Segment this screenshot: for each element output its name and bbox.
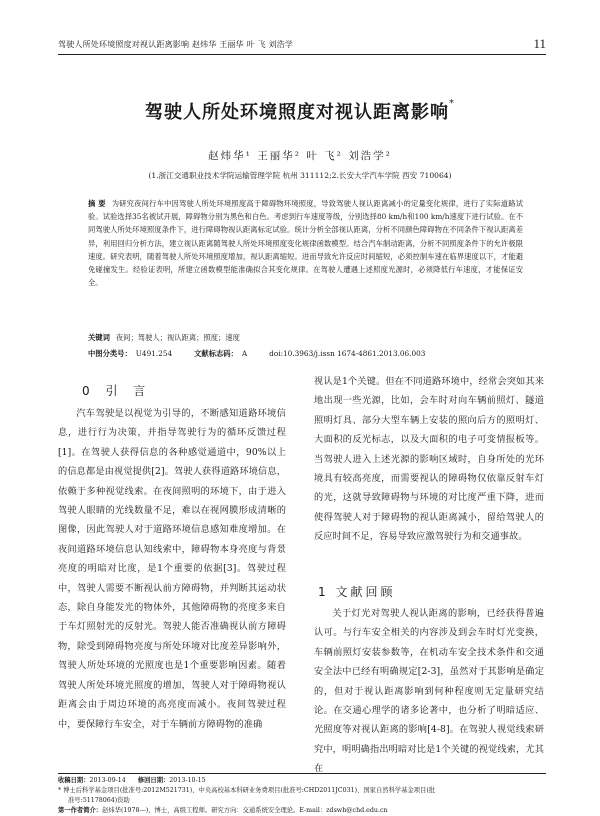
classification-line bbox=[88, 349, 538, 359]
received-label: 收稿日期： bbox=[58, 777, 90, 784]
first-author-label: 第一作者简介： bbox=[58, 807, 103, 814]
section-0-paragraph: 汽车驾驶是以视觉为引导的，不断感知道路环境信息，进行行为决策，并指导驾驶行为的循环反馈过程[1]。在驾驶人获得信息的各种感觉通道中，90%以上的信息都是由视觉提供[2]。驾驶人获得道路环境信息，依赖于多种视觉线索。在夜间照明的环境下，由于进入驾驶人眼睛的光线数量不足，难以在视网膜形成清晰的图像，因此驾驶人对于道路环境信息感知难度增加。在夜间道路环境信息认知线索中，障碍物本身亮度与背景亮度的明暗对比度，是1个重要的依据[3]。驾驶过程中，驾驶人需要不断视认前方障碍物，并判断其运动状态，除自身能发光的物体外，其他障碍物的亮度多来自于车灯照射光的反射光。驾驶人能否准确视认前方障碍物，除受到障碍物亮度与所处环境对比度差异影响外，驾驶人所处环境的光照度也是1个重要影响因素。随着驾驶人所处环境光照度的增加，驾驶人对于障碍物视认距离会由于周边环境的高亮度而减小。夜间驾驶过程中，要保障行车安全，对于车辆前方障碍物的准确 bbox=[58, 408, 286, 730]
abstract-label: 摘 要 bbox=[88, 199, 106, 208]
paper-title-text: 驾驶人所处环境照度对视认距离影响 bbox=[145, 102, 449, 123]
keywords-text: 夜间；驾驶人；视认距离；照度；速度 bbox=[115, 333, 240, 342]
section-1-heading: 1 文献回顾 bbox=[318, 585, 396, 599]
keywords bbox=[88, 333, 523, 343]
author-list: 赵炜华¹ 王丽华² 叶 飞² 刘浩学² bbox=[208, 150, 392, 162]
received-date: 2013-09-14 bbox=[89, 777, 126, 784]
first-author-text: 赵炜华(1978—)，博士，高级工程师。研究方向：交通系统安全理论。E-mail：zdswh@chd.edu.cn bbox=[102, 807, 388, 814]
footnotes bbox=[58, 776, 546, 816]
doc-code-label: 文献标志码： bbox=[194, 349, 238, 358]
page-number: 11 bbox=[533, 36, 546, 51]
title-footnote-mark: * bbox=[449, 98, 455, 109]
running-header bbox=[58, 36, 546, 55]
abstract bbox=[88, 197, 523, 289]
revised-date: 2013-10-15 bbox=[169, 777, 206, 784]
footnote-funding-2: 准号:51178064)资助 bbox=[68, 797, 130, 804]
footnote-dates bbox=[58, 776, 546, 786]
section-0-heading: 0 引 言 bbox=[82, 384, 152, 398]
abstract-text: 为研究夜间行车中因驾驶人所处环境照度高于障碍物环境照度，导致驾驶人视认距离减小的定量变化规律，进行了实际道路试验。试验选择35名被试开展，障碍物分别为黑色和白色。考虑到行车速度等级，分别选择80 km/h和100 km/h速度下进行试验。在不同驾驶人所处环境照度条件下，进行障碍物视认距离标定试验。统计分析全部视认距离，分析不同颜色障碍物在不同条件下视认距离差异，利用回归分析方法，建立视认距离随驾驶人所处环境照度变化规律函数模型。结合汽车制动距离，分析不同照度条件下的允许极限速度。研究表明，随着驾驶人所处环境照度增加，视认距离缩短。进而导致允许反应时间缩短，必须控制车速在临界速度以下，才能避免碰撞发生。经验证表明，所建立函数模型能准确拟合其变化规律。在驾驶人遭遇上述照度光源时，必须降低行车速度，才能保证安全。 bbox=[88, 199, 524, 288]
paper-title bbox=[60, 98, 540, 124]
section-0-continuation: 视认是1个关键。但在不同道路环境中，经常会突如其来地出现一些光源，比如，会车时对向车辆前照灯、隧道照明灯具、部分大型车辆上安装的照向后方的照明灯、大面积的反光标志，以及大面积的电子可变情报板等。当驾驶人进入上述光源的影响区域时，自身所处的光环境具有较高亮度，而需要视认的障碍物仅依靠反射车灯的光，这就导致障碍物与环境的对比度严重下降，进而使得驾驶人对于障碍物的视认距离减小，留给驾驶人的反应时间不足，容易导致应激驾驶行为和交通事故。 bbox=[314, 376, 544, 543]
cls-label: 中图分类号： bbox=[88, 349, 132, 358]
section-1-paragraph: 关于灯光对驾驶人视认距离的影响，已经获得普遍认可。与行车安全相关的内容涉及到会车时灯光变换，车辆前照灯安装参数等，在机动车安全技术条件和交通安全法中已经有明确规定[2-3]，虽然对于其影响是确定的，但对于视认距离影响到何种程度则无定量研究结论。在交通心理学的诸多论著中，也分析了明暗适应、光照度等对视认距离的影响[4-8]。在驾驶人视觉线索研究中，明明确指出明暗对比是1个关键的视觉线索，尤其在 bbox=[314, 608, 544, 775]
cls-value: U491.254 bbox=[135, 349, 173, 358]
doi-value: 10.3963/j.issn 1674-4861.2013.06.003 bbox=[283, 349, 426, 358]
affiliation: (1.浙江交通职业技术学院运输管理学院 杭州 311112;2.长安大学汽车学院 西安 710064) bbox=[148, 171, 452, 180]
doi-label: doi: bbox=[269, 349, 284, 358]
footnote-rule bbox=[58, 773, 546, 774]
footnote-funding-1: * 博士后科学基金项目(批准号:2012M521731)、中央高校基本科研业务费项目(批准号:CHD2011JC031)、国家自然科学基金项目(批 bbox=[58, 787, 436, 794]
revised-label: 修回日期： bbox=[137, 777, 170, 784]
running-header-text: 驾驶人所处环境照度对视认距离影响 赵炜华 王丽华 叶 飞 刘浩学 bbox=[58, 40, 294, 49]
keywords-label: 关键词 bbox=[88, 333, 110, 342]
doc-code-value: A bbox=[241, 349, 248, 358]
